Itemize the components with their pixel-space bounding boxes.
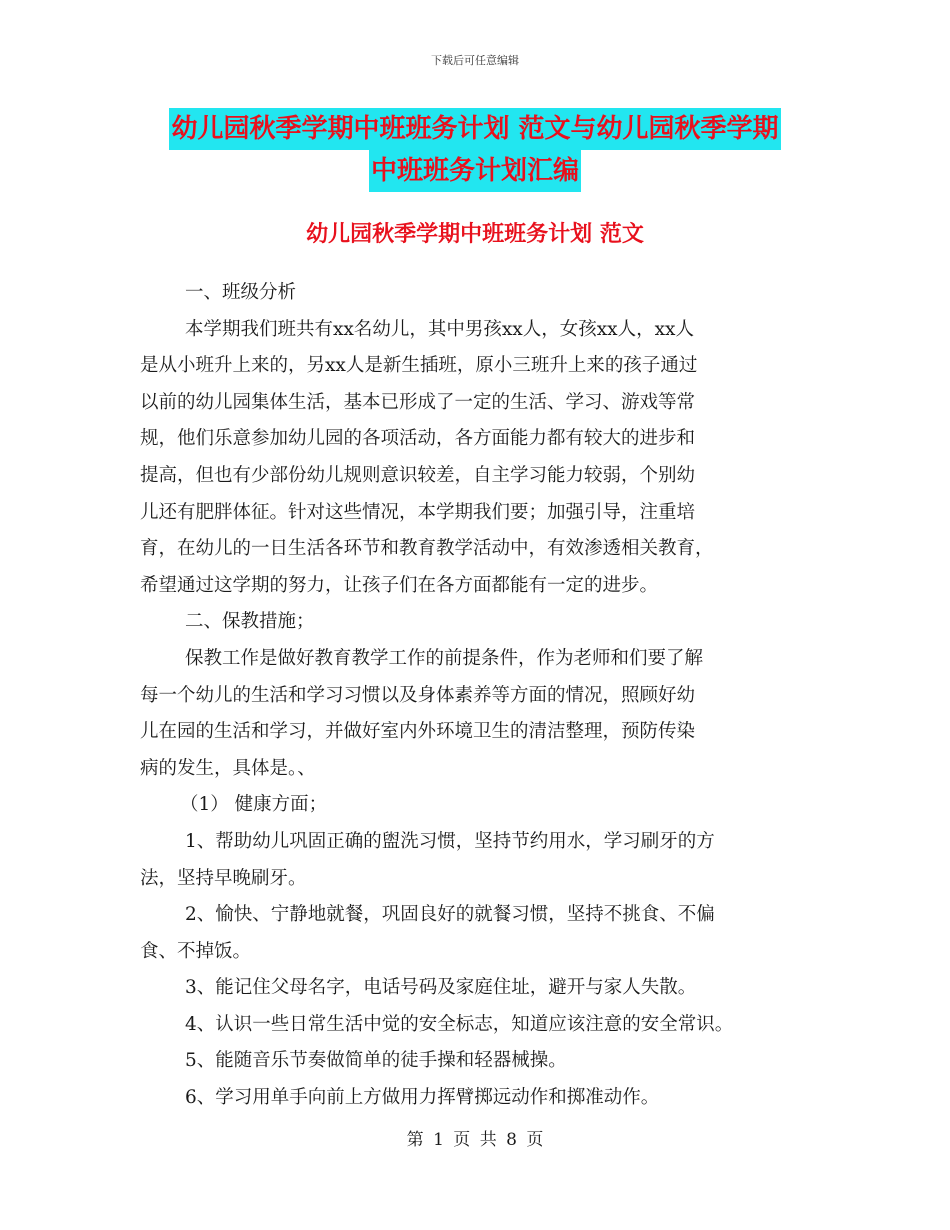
paragraph-line: 育，在幼儿的一日生活各环节和教育教学活动中，有效渗透相关教育， xyxy=(140,538,714,560)
document-title xyxy=(140,108,810,192)
paragraph-line: 病的发生，具体是。、 xyxy=(140,757,316,779)
paragraph-line: 儿在园的生活和学习，并做好室内外环境卫生的清洁整理，预防传染 xyxy=(140,721,696,743)
title-line-2: 中班班务计划汇编 xyxy=(369,150,581,192)
heading-class-analysis: 一、班级分析 xyxy=(185,282,297,303)
paragraph-line: 每一个幼儿的生活和学习习惯以及身体素养等方面的情况，照顾好幼 xyxy=(140,684,696,706)
paragraph-line: 规，他们乐意参加幼儿园的各项活动，各方面能力都有较大的进步和 xyxy=(140,428,696,450)
list-item: 2、愉快、宁静地就餐，巩固良好的就餐习惯，坚持不挑食、不偏 xyxy=(185,904,715,926)
paragraph-line: 以前的幼儿园集体生活，基本已形成了一定的生活、学习、游戏等常 xyxy=(140,391,696,413)
page-header: 下载后可任意编辑 xyxy=(431,54,519,67)
paragraph-line: 希望通过这学期的努力，让孩子们在各方面都能有一定的进步。 xyxy=(140,574,659,596)
list-item: 5、能随音乐节奏做简单的徒手操和轻器械操。 xyxy=(185,1050,567,1072)
title-line-1: 幼儿园秋季学期中班班务计划 范文与幼儿园秋季学期 xyxy=(169,108,780,150)
paragraph-line: 儿还有肥胖体征。针对这些情况，本学期我们要；加强引导，注重培 xyxy=(140,501,696,523)
paragraph-line: 本学期我们班共有xx名幼儿，其中男孩xx人，女孩xx人，xx人 xyxy=(185,318,694,340)
paragraph-line: 提高，但也有少部份幼儿规则意识较差，自主学习能力较弱，个别幼 xyxy=(140,464,696,486)
section-title: 幼儿园秋季学期中班班务计划 范文 xyxy=(306,222,644,247)
paragraph-line: 是从小班升上来的，另xx人是新生插班，原小三班升上来的孩子通过 xyxy=(140,355,698,377)
list-item: 1、帮助幼儿巩固正确的盥洗习惯，坚持节约用水，学习刷牙的方 xyxy=(185,830,715,852)
heading-health: （1） 健康方面； xyxy=(180,794,328,816)
paragraph-line: 保教工作是做好教育教学工作的前提条件，作为老师和们要了解 xyxy=(185,647,704,669)
page-footer: 第 1 页 共 8 页 xyxy=(406,1130,544,1150)
list-item-continuation: 食、不掉饭。 xyxy=(140,940,252,962)
document-body xyxy=(140,275,810,1117)
heading-care-measures: 二、保教措施； xyxy=(185,611,315,633)
list-item: 6、学习用单手向前上方做用力挥臂掷远动作和掷准动作。 xyxy=(185,1087,660,1109)
list-item: 3、能记住父母名字，电话号码及家庭住址，避开与家人失散。 xyxy=(185,977,697,999)
list-item-continuation: 法，坚持早晚刷牙。 xyxy=(140,867,307,889)
list-item: 4、认识一些日常生活中觉的安全标志，知道应该注意的安全常识。 xyxy=(185,1013,734,1035)
